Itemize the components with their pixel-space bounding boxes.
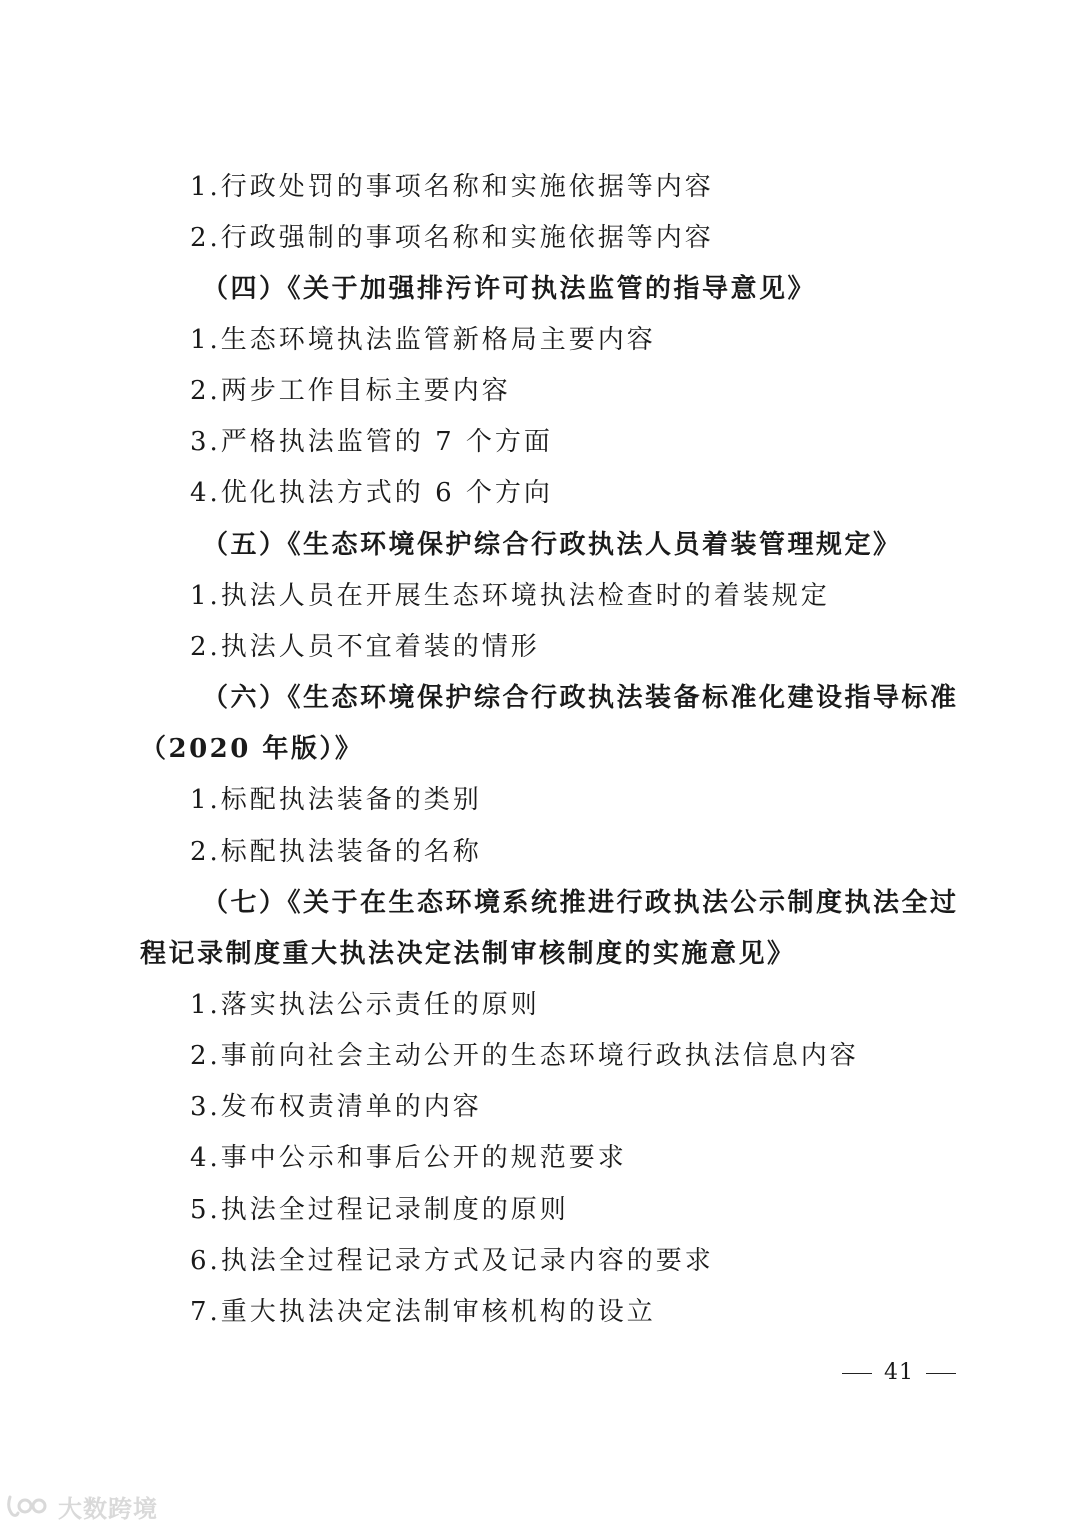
list-item: 6.执法全过程记录方式及记录内容的要求 xyxy=(190,1246,714,1276)
page-number-dash-right xyxy=(926,1373,956,1374)
page-number-dash-left xyxy=(842,1373,872,1374)
list-item: 2.标配执法装备的名称 xyxy=(190,837,482,867)
page-number xyxy=(830,1360,968,1385)
section-heading-continuation: （2020 年版）》 xyxy=(140,734,364,764)
section-heading: （五）《生态环境保护综合行政执法人员着装管理规定》 xyxy=(202,530,902,560)
list-item: 1.标配执法装备的类别 xyxy=(190,785,482,815)
section-heading: （七）《关于在生态环境系统推进行政执法公示制度执法全过 xyxy=(202,888,959,918)
list-item: 7.重大执法决定法制审核机构的设立 xyxy=(190,1297,656,1327)
section-heading: （四）《关于加强排污许可执法监管的指导意见》 xyxy=(202,274,817,304)
list-item: 1.落实执法公示责任的原则 xyxy=(190,990,540,1020)
dashuju-logo-icon xyxy=(6,1493,50,1519)
list-item: 4.事中公示和事后公开的规范要求 xyxy=(190,1143,627,1173)
section-heading-continuation: 程记录制度重大执法决定法制审核制度的实施意见》 xyxy=(140,939,796,969)
list-item: 1.生态环境执法监管新格局主要内容 xyxy=(190,325,656,355)
page-number-value: 41 xyxy=(884,1360,914,1385)
list-item: 3.发布权责清单的内容 xyxy=(190,1092,482,1122)
list-item: 2.事前向社会主动公开的生态环境行政执法信息内容 xyxy=(190,1041,859,1071)
list-item: 4.优化执法方式的 6 个方向 xyxy=(190,478,553,508)
section-heading: （六）《生态环境保护综合行政执法装备标准化建设指导标准 xyxy=(202,683,959,713)
watermark-text: 大数跨境 xyxy=(58,1494,158,1523)
watermark xyxy=(6,1488,158,1524)
list-item: 2.执法人员不宜着装的情形 xyxy=(190,632,540,662)
list-item: 2.两步工作目标主要内容 xyxy=(190,376,511,406)
list-item: 3.严格执法监管的 7 个方面 xyxy=(190,427,553,457)
list-item: 2.行政强制的事项名称和实施依据等内容 xyxy=(190,223,714,253)
list-item: 1.执法人员在开展生态环境执法检查时的着装规定 xyxy=(190,581,830,611)
list-item: 1.行政处罚的事项名称和实施依据等内容 xyxy=(190,172,714,202)
list-item: 5.执法全过程记录制度的原则 xyxy=(190,1195,569,1225)
